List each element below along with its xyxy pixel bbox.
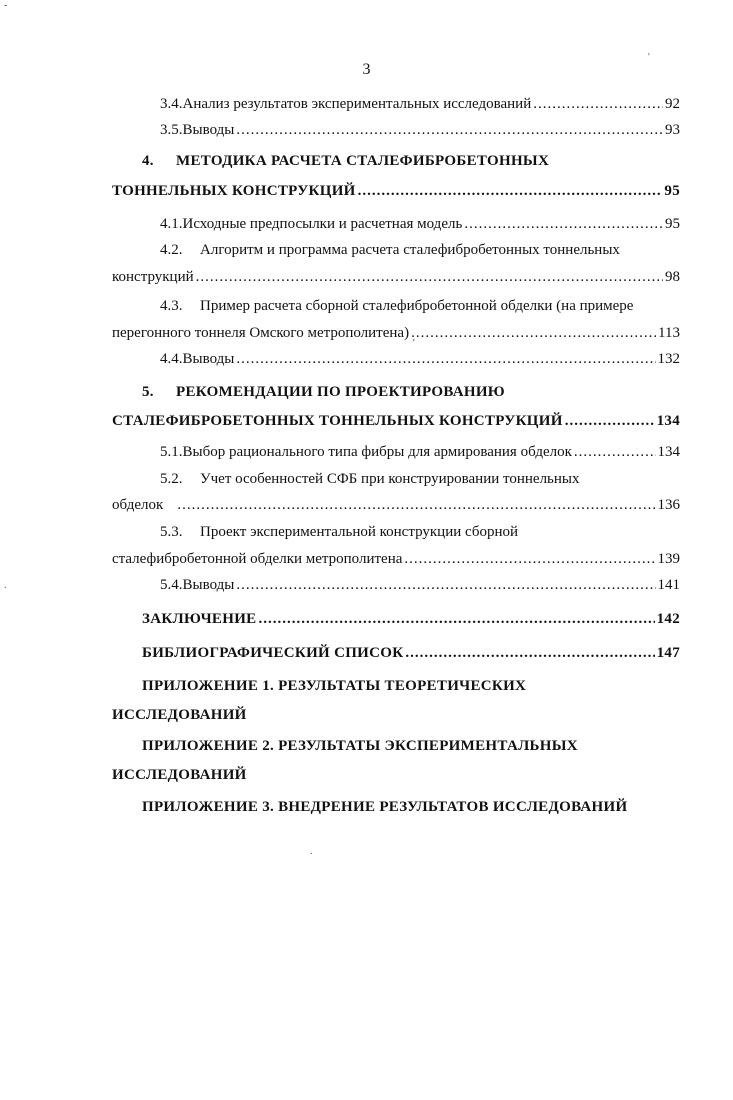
toc-number: 5.3. — [160, 524, 183, 540]
toc-leader-dots — [533, 94, 663, 114]
toc-leader-dots — [236, 575, 655, 595]
toc-number: 4.3. — [160, 298, 183, 314]
toc-leader-dots — [258, 609, 654, 629]
toc-title: Анализ результатов экспериментальных исследований — [182, 96, 532, 112]
toc-leader-dots — [236, 120, 663, 140]
toc-number: 4.1. — [160, 216, 183, 232]
toc-leader-dots — [404, 549, 655, 569]
toc-leader-dots — [574, 442, 656, 462]
toc-number: 3.5. — [160, 122, 183, 138]
toc-title-line1: Пример расчета сборной сталефибробетонной обделки (на примере — [200, 298, 634, 314]
toc-number: 3.4. — [160, 96, 183, 112]
toc-title-line2: сталефибробетонной обделки метрополитена — [112, 551, 403, 567]
toc-entry-4-3 — [112, 296, 680, 346]
toc-page: 98 — [665, 269, 680, 285]
toc-title: Выбор рационального типа фибры для армирования обделок — [182, 444, 572, 460]
toc-chapter-4 — [112, 151, 680, 203]
toc-leader-dots — [411, 323, 656, 343]
toc-title: ПРИЛОЖЕНИЕ 3. ВНЕДРЕНИЕ РЕЗУЛЬТАТОВ ИССЛЕДОВАНИЙ — [142, 799, 628, 815]
toc-title-line2: обделок — [112, 497, 164, 513]
toc-number: 5.2. — [160, 471, 183, 487]
toc-title-line2: ИССЛЕДОВАНИЙ — [112, 707, 247, 723]
toc-title: ЗАКЛЮЧЕНИЕ — [142, 611, 257, 627]
toc-page: 93 — [665, 122, 680, 138]
toc-number: 4.4. — [160, 351, 183, 367]
toc-title-line2: ТОННЕЛЬНЫХ КОНСТРУКЦИЙ — [112, 183, 356, 199]
toc-number: 4. — [142, 153, 154, 169]
toc-title-line2: конструкций — [112, 269, 194, 285]
toc-appendix-2 — [112, 736, 692, 786]
toc-number: 5.1. — [160, 444, 183, 460]
toc-title-line2: перегонного тоннеля Омского метрополитена) — [112, 325, 410, 341]
toc-entry-5-3 — [112, 522, 680, 572]
toc-title-line1: ПРИЛОЖЕНИЕ 1. РЕЗУЛЬТАТЫ ТЕОРЕТИЧЕСКИХ — [142, 678, 527, 694]
toc-title-line1: РЕКОМЕНДАЦИИ ПО ПРОЕКТИРОВАНИЮ — [176, 384, 505, 400]
toc-page: 113 — [658, 325, 680, 341]
toc-title-line1: Учет особенностей СФБ при конструировании тоннельных — [200, 471, 580, 487]
toc-page: 132 — [657, 351, 680, 367]
toc-leader-dots — [565, 411, 655, 431]
toc-page: 134 — [656, 413, 680, 429]
toc-title-line2: СТАЛЕФИБРОБЕТОННЫХ ТОННЕЛЬНЫХ КОНСТРУКЦИЙ — [112, 413, 563, 429]
toc-leader-dots — [464, 214, 663, 234]
toc-page: 139 — [657, 551, 680, 567]
toc-leader-dots — [177, 495, 655, 515]
page-number: 3 — [362, 61, 371, 78]
toc-title: Выводы — [182, 351, 235, 367]
toc-title: Исходные предпосылки и расчетная модель — [182, 216, 463, 232]
toc-entry-5-2 — [112, 469, 680, 519]
toc-title-line1: ПРИЛОЖЕНИЕ 2. РЕЗУЛЬТАТЫ ЭКСПЕРИМЕНТАЛЬНЫХ — [142, 738, 578, 754]
toc-title: Выводы — [182, 122, 235, 138]
scan-speck: ' — [648, 52, 650, 63]
scan-speck: . — [4, 580, 7, 591]
toc-page: 134 — [657, 444, 680, 460]
toc-page: 147 — [656, 645, 680, 661]
toc-page: 95 — [664, 183, 680, 199]
toc-leader-dots — [405, 643, 654, 663]
scan-speck: - — [4, 0, 8, 11]
toc-page: 136 — [657, 497, 680, 513]
scan-speck: ’ — [412, 338, 416, 349]
toc-title: Выводы — [182, 577, 235, 593]
toc-number: 5.4. — [160, 577, 183, 593]
toc-title-line1: Проект экспериментальной конструкции сборной — [200, 524, 519, 540]
toc-page: 141 — [657, 577, 680, 593]
toc-appendix-1 — [112, 676, 692, 726]
toc-entry-4-2 — [112, 240, 680, 290]
toc-title-line1: МЕТОДИКА РАСЧЕТА СТАЛЕФИБРОБЕТОННЫХ — [176, 153, 550, 169]
toc-title: БИБЛИОГРАФИЧЕСКИЙ СПИСОК — [142, 645, 404, 661]
scan-speck: . — [310, 846, 313, 857]
toc-page: 142 — [656, 611, 680, 627]
toc-title-line1: Алгоритм и программа расчета сталефибробетонных тоннельных — [200, 242, 620, 258]
toc-leader-dots — [358, 181, 663, 201]
toc-page: 92 — [665, 96, 680, 112]
toc-number: 4.2. — [160, 242, 183, 258]
toc-number: 5. — [142, 384, 154, 400]
toc-chapter-5 — [112, 382, 680, 434]
toc-page: 95 — [665, 216, 680, 232]
toc-title-line2: ИССЛЕДОВАНИЙ — [112, 767, 247, 783]
toc-leader-dots — [236, 349, 655, 369]
toc-leader-dots — [196, 267, 663, 287]
